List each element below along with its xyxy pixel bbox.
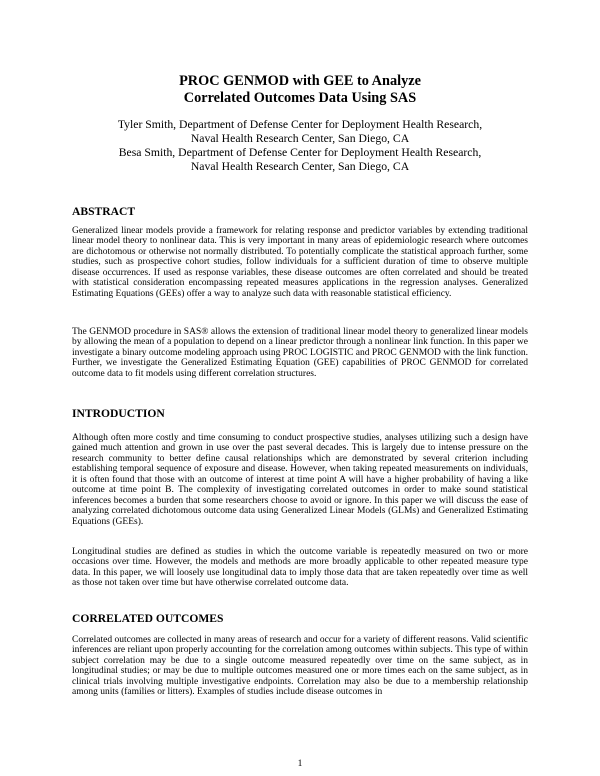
correlated-outcomes-paragraph-1: Correlated outcomes are collected in many areas of research and occur for a variety of different reasons. Valid scientific inferences are reliant upon properly accounting for the correlation among outcomes within subjects. This type of within subject correlation may be due to a single outcome measured repeatedly over time on the same subject, as in longitudinal studies; or may be due to multiple outcomes measured one or more times each on the same subject, as in clinical trials involving multiple investigative endpoints. Correlation may also be due to a membership relationship among units (families or litters). Examples of studies include disease outcomes in — [72, 635, 528, 698]
introduction-paragraph-2: Longitudinal studies are defined as studies in which the outcome variable is repeatedly measured on two or more occasions over time. However, the models and methods are more broadly applicable to other repeated measure type data. In this paper, we will loosely use longitudinal data to imply those data that are taken repeatedly over time as well as those not taken over time but have otherwise correlated outcome data. — [72, 547, 528, 589]
page-number: 1 — [297, 759, 303, 769]
abstract-heading: ABSTRACT — [72, 205, 136, 218]
paper-title — [72, 73, 528, 107]
correlated-outcomes-heading: CORRELATED OUTCOMES — [72, 612, 224, 625]
author-line-4: Naval Health Research Center, San Diego, CA — [190, 160, 410, 173]
title-line-2: Correlated Outcomes Data Using SAS — [183, 90, 417, 106]
introduction-paragraph-1: Although often more costly and time consuming to conduct prospective studies, analyses utilizing such a design have gained much attention and grown in use over the past several decades. This is largely due to intense pressure on the research community to better define causal relationships which are demonstrated by several criterion including establishing temporal sequence of exposure and disease. However, when taking repeated measurements on individuals, it is often found that those with an outcome of interest at time point A will have a higher probability of having a like outcome at time point B. The complexity of investigating correlated outcomes in order to make sound statistical inferences becomes a burden that some researchers choose to avoid or ignore. In this paper we will discuss the ease of analyzing correlated dichotomous outcome data using Generalized Linear Models (GLMs) and Generalized Estimating Equations (GEEs). — [72, 433, 528, 527]
introduction-heading: INTRODUCTION — [72, 407, 165, 420]
author-line-2: Naval Health Research Center, San Diego, CA — [190, 132, 410, 145]
title-line-1: PROC GENMOD with GEE to Analyze — [179, 73, 421, 89]
abstract-paragraph-1: Generalized linear models provide a framework for relating response and predictor variables by extending traditional linear model theory to nonlinear data. This is very important in many areas of epidemiologic research where outcomes are dichotomous or otherwise not normally distributed. To potentially complicate the statistical approach further, some studies, such as prospective cohort studies, follow individuals for a sufficient duration of time to observe multiple disease occurrences. If used as response variables, these disease outcomes are often correlated and should be treated with statistical consideration encompassing repeated measures applications in the regression analyses. Generalized Estimating Equations (GEEs) offer a way to analyze such data with reasonable statistical efficiency. — [72, 226, 528, 299]
author-line-1: Tyler Smith, Department of Defense Center for Deployment Health Research, — [117, 118, 483, 131]
author-block — [72, 118, 528, 174]
abstract-paragraph-2: The GENMOD procedure in SAS® allows the extension of traditional linear model theory to generalized linear models by allowing the mean of a population to depend on a linear predictor through a nonlinear link function. In this paper we investigate a binary outcome modeling approach using PROC LOGISTIC and PROC GENMOD with the link function. Further, we investigate the Generalized Estimating Equation (GEE) capabilities of PROC GENMOD for correlated outcome data to fit models using different correlation structures. — [72, 327, 528, 379]
author-line-3: Besa Smith, Department of Defense Center for Deployment Health Research, — [118, 146, 482, 159]
